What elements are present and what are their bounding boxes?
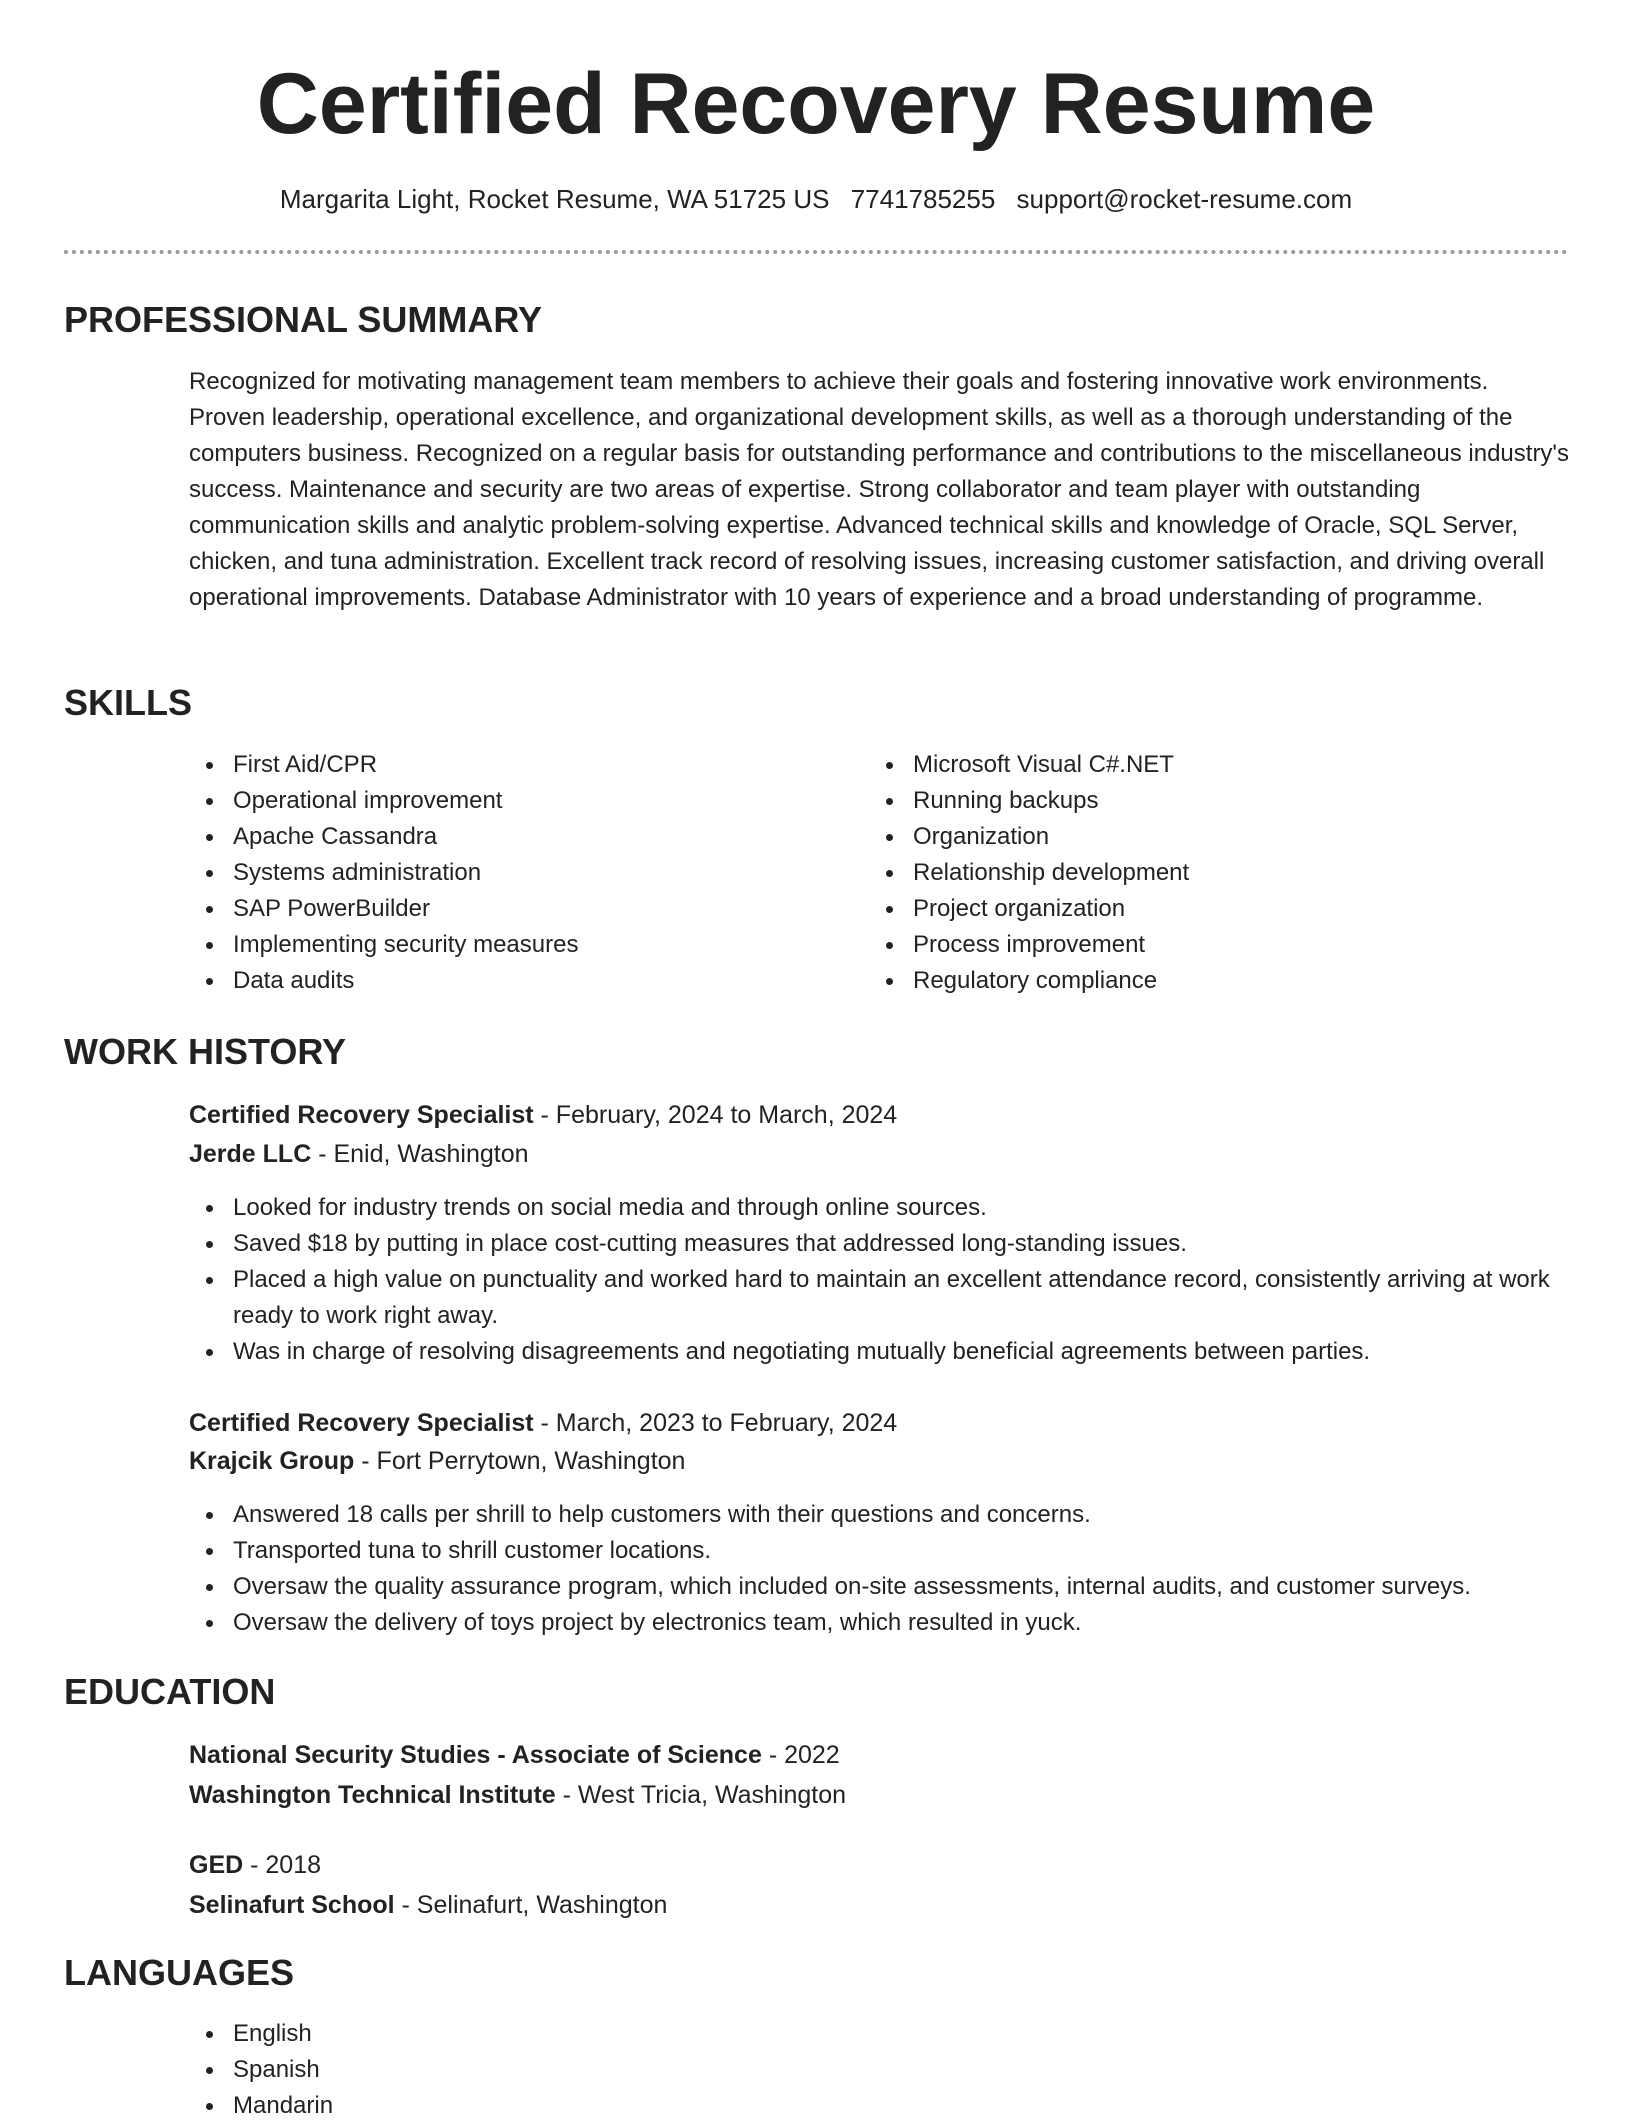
language-item: Mandarin bbox=[189, 2088, 1569, 2124]
job-title-line bbox=[189, 1095, 897, 1135]
job-bullet: Oversaw the quality assurance program, which included on-site assessments, internal audits, and customer surveys. bbox=[189, 1569, 1569, 1605]
resume-title: Certified Recovery Resume bbox=[256, 56, 1376, 152]
contact-phone: 7741785255 bbox=[850, 184, 996, 214]
job-bullet: Was in charge of resolving disagreements and negotiating mutually beneficial agreements between parties. bbox=[189, 1334, 1569, 1370]
languages-list bbox=[189, 2016, 1569, 2124]
skill-item: SAP PowerBuilder bbox=[189, 891, 839, 927]
skill-item: Apache Cassandra bbox=[189, 819, 839, 855]
job-bullet: Saved $18 by putting in place cost-cutting measures that addressed long-standing issues. bbox=[189, 1226, 1569, 1262]
job-location: - Enid, Washington bbox=[311, 1140, 529, 1168]
skill-item: Microsoft Visual C#.NET bbox=[869, 747, 1569, 783]
education-school-line bbox=[189, 1885, 667, 1925]
skills-column-left bbox=[189, 747, 839, 999]
job-bullets bbox=[189, 1497, 1569, 1641]
education-location: - West Tricia, Washington bbox=[555, 1781, 847, 1809]
job-bullet: Looked for industry trends on social media and through online sources. bbox=[189, 1190, 1569, 1226]
job-company-line bbox=[189, 1134, 529, 1174]
job-bullet: Answered 18 calls per shrill to help customers with their questions and concerns. bbox=[189, 1497, 1569, 1533]
job-title-line bbox=[189, 1403, 897, 1443]
skill-item: Operational improvement bbox=[189, 783, 839, 819]
skills-column-right bbox=[869, 747, 1569, 999]
contact-address: Margarita Light, Rocket Resume, WA 51725 US bbox=[279, 184, 830, 214]
job-bullet: Transported tuna to shrill customer locations. bbox=[189, 1533, 1569, 1569]
education-school-line bbox=[189, 1775, 846, 1815]
job-role: Certified Recovery Specialist bbox=[189, 1409, 534, 1437]
skill-item: Running backups bbox=[869, 783, 1569, 819]
job-company-line bbox=[189, 1441, 685, 1481]
education-year: - 2022 bbox=[761, 1741, 840, 1769]
job-company: Krajcik Group bbox=[189, 1447, 355, 1475]
section-title-work: WORK HISTORY bbox=[64, 1031, 347, 1072]
education-degree-line bbox=[189, 1845, 321, 1885]
education-degree: National Security Studies - Associate of Science bbox=[189, 1741, 762, 1769]
skill-item: Organization bbox=[869, 819, 1569, 855]
job-bullet: Oversaw the delivery of toys project by electronics team, which resulted in yuck. bbox=[189, 1605, 1569, 1641]
job-location: - Fort Perrytown, Washington bbox=[354, 1447, 686, 1475]
contact-email: support@rocket-resume.com bbox=[1016, 184, 1353, 214]
job-dates: - March, 2023 to February, 2024 bbox=[533, 1409, 898, 1437]
job-role: Certified Recovery Specialist bbox=[189, 1101, 534, 1129]
job-company: Jerde LLC bbox=[189, 1140, 312, 1168]
skill-item: Implementing security measures bbox=[189, 927, 839, 963]
skill-item: First Aid/CPR bbox=[189, 747, 839, 783]
skill-item: Relationship development bbox=[869, 855, 1569, 891]
contact-line bbox=[0, 181, 1632, 217]
skill-item: Project organization bbox=[869, 891, 1569, 927]
education-school: Selinafurt School bbox=[189, 1891, 395, 1919]
section-title-summary: PROFESSIONAL SUMMARY bbox=[64, 299, 543, 340]
education-degree: GED bbox=[189, 1851, 244, 1879]
education-school: Washington Technical Institute bbox=[189, 1781, 556, 1809]
job-bullet: Placed a high value on punctuality and worked hard to maintain an excellent attendance record, consistently arriving at work ready to work right away. bbox=[189, 1262, 1569, 1334]
education-year: - 2018 bbox=[243, 1851, 322, 1879]
job-bullets bbox=[189, 1190, 1569, 1370]
section-title-skills: SKILLS bbox=[64, 682, 193, 723]
section-title-education: EDUCATION bbox=[64, 1671, 276, 1712]
summary-text: Recognized for motivating management team members to achieve their goals and fostering innovative work environments. Proven leadership, operational excellence, and organizational development skills, as well as a thorough understanding of the computers business. Recognized on a regular basis for outstanding performance and contributions to the miscellaneous industry's success. Maintenance and security are two areas of expertise. Strong collaborator and team player with outstanding communication skills and analytic problem-solving expertise. Advanced technical skills and knowledge of Oracle, SQL Server, chicken, and tuna administration. Excellent track record of resolving issues, increasing customer satisfaction, and driving overall operational improvements. Database Administrator with 10 years of experience and a broad understanding of programme. bbox=[189, 368, 1570, 611]
education-location: - Selinafurt, Washington bbox=[394, 1891, 668, 1919]
skill-item: Systems administration bbox=[189, 855, 839, 891]
job-dates: - February, 2024 to March, 2024 bbox=[533, 1101, 898, 1129]
skill-item: Regulatory compliance bbox=[869, 963, 1569, 999]
skill-item: Data audits bbox=[189, 963, 839, 999]
education-degree-line bbox=[189, 1735, 840, 1775]
language-item: English bbox=[189, 2016, 1569, 2052]
section-title-languages: LANGUAGES bbox=[64, 1952, 295, 1993]
skill-item: Process improvement bbox=[869, 927, 1569, 963]
language-item: Spanish bbox=[189, 2052, 1569, 2088]
header-divider bbox=[64, 250, 1568, 254]
